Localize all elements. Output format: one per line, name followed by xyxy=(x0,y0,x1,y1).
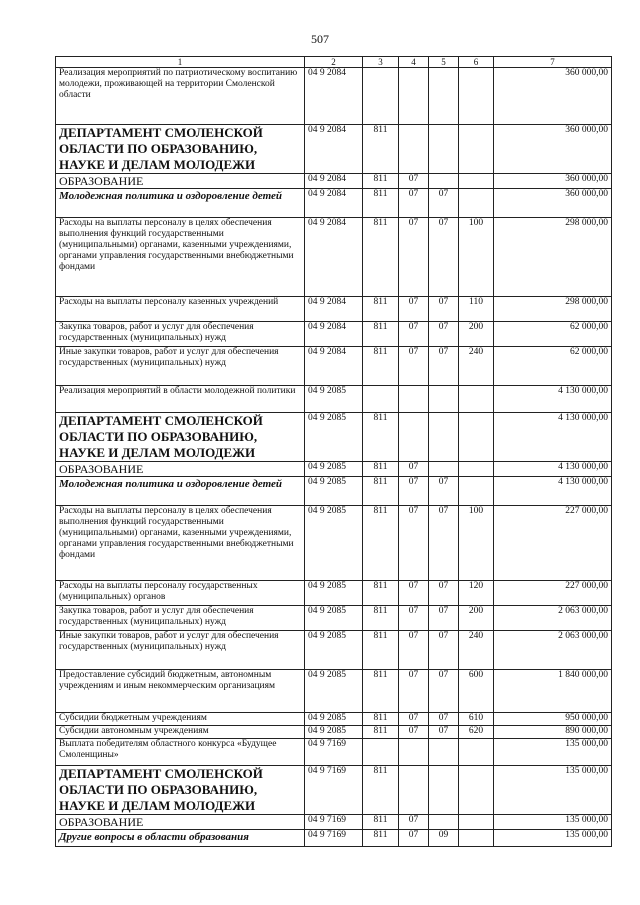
table-row xyxy=(56,506,612,581)
row-name: Другие вопросы в области образования xyxy=(56,830,305,847)
table-row xyxy=(56,174,612,189)
ministry-code: 811 xyxy=(363,413,399,462)
target-article-code: 04 9 2084 xyxy=(305,322,363,347)
amount: 4 130 000,00 xyxy=(494,413,612,462)
table-row xyxy=(56,218,612,297)
expense-type-code xyxy=(459,413,494,462)
target-article-code: 04 9 2084 xyxy=(305,189,363,218)
amount: 950 000,00 xyxy=(494,713,612,726)
subsection-code: 07 xyxy=(429,713,459,726)
amount: 2 063 000,00 xyxy=(494,631,612,670)
amount: 62 000,00 xyxy=(494,322,612,347)
subsection-code xyxy=(429,413,459,462)
table-row xyxy=(56,830,612,847)
expense-type-code xyxy=(459,189,494,218)
subsection-code xyxy=(429,739,459,766)
expense-type-code: 240 xyxy=(459,631,494,670)
section-code: 07 xyxy=(399,726,429,739)
row-name: Предоставление субсидий бюджетным, автономным учреждениям и иным некоммерческим организациям xyxy=(56,670,305,713)
row-name: Реализация мероприятий по патриотическому воспитанию молодежи, проживающей на территории Смоленской области xyxy=(56,68,305,125)
subsection-code: 07 xyxy=(429,218,459,297)
target-article-code: 04 9 2084 xyxy=(305,218,363,297)
target-article-code: 04 9 2084 xyxy=(305,68,363,125)
header-cell: 4 xyxy=(399,57,429,68)
amount: 298 000,00 xyxy=(494,218,612,297)
subsection-code: 07 xyxy=(429,322,459,347)
expense-type-code: 610 xyxy=(459,713,494,726)
ministry-code: 811 xyxy=(363,581,399,606)
amount: 135 000,00 xyxy=(494,766,612,815)
row-name: Расходы на выплаты персоналу государственных (муниципальных) органов xyxy=(56,581,305,606)
table-row xyxy=(56,125,612,174)
header-cell: 6 xyxy=(459,57,494,68)
expense-type-code xyxy=(459,462,494,477)
target-article-code: 04 9 2085 xyxy=(305,726,363,739)
section-code: 07 xyxy=(399,297,429,322)
expense-type-code: 620 xyxy=(459,726,494,739)
subsection-code: 07 xyxy=(429,581,459,606)
amount: 135 000,00 xyxy=(494,739,612,766)
row-name: Субсидии автономным учреждениям xyxy=(56,726,305,739)
section-code xyxy=(399,413,429,462)
row-name: ДЕПАРТАМЕНТ СМОЛЕНСКОЙ ОБЛАСТИ ПО ОБРАЗОВАНИЮ, НАУКЕ И ДЕЛАМ МОЛОДЕЖИ xyxy=(56,766,305,815)
expense-type-code: 110 xyxy=(459,297,494,322)
row-name: Выплата победителям областного конкурса «Будущее Смоленщины» xyxy=(56,739,305,766)
section-code: 07 xyxy=(399,347,429,386)
subsection-code: 09 xyxy=(429,830,459,847)
table-row xyxy=(56,726,612,739)
row-name: Расходы на выплаты персоналу в целях обеспечения выполнения функций государственными (муниципальными) органами, казенными учреждениями, органами управления государственными внебюджетными фондами xyxy=(56,506,305,581)
header-cell: 3 xyxy=(363,57,399,68)
target-article-code: 04 9 2084 xyxy=(305,174,363,189)
ministry-code: 811 xyxy=(363,218,399,297)
target-article-code: 04 9 2085 xyxy=(305,477,363,506)
section-code: 07 xyxy=(399,830,429,847)
expense-type-code xyxy=(459,125,494,174)
expense-type-code xyxy=(459,174,494,189)
table-body xyxy=(56,57,612,847)
section-code: 07 xyxy=(399,581,429,606)
subsection-code xyxy=(429,386,459,413)
section-code: 07 xyxy=(399,322,429,347)
table-row xyxy=(56,189,612,218)
target-article-code: 04 9 2085 xyxy=(305,506,363,581)
ministry-code: 811 xyxy=(363,297,399,322)
amount: 298 000,00 xyxy=(494,297,612,322)
subsection-code: 07 xyxy=(429,347,459,386)
subsection-code xyxy=(429,68,459,125)
expense-type-code xyxy=(459,477,494,506)
expense-type-code xyxy=(459,766,494,815)
row-name: Расходы на выплаты персоналу казенных учреждений xyxy=(56,297,305,322)
expense-type-code: 200 xyxy=(459,322,494,347)
table-row xyxy=(56,347,612,386)
section-code xyxy=(399,68,429,125)
section-code: 07 xyxy=(399,670,429,713)
table-row xyxy=(56,477,612,506)
subsection-code xyxy=(429,174,459,189)
ministry-code xyxy=(363,739,399,766)
ministry-code: 811 xyxy=(363,631,399,670)
expense-type-code xyxy=(459,815,494,830)
subsection-code: 07 xyxy=(429,506,459,581)
table-row xyxy=(56,606,612,631)
target-article-code: 04 9 7169 xyxy=(305,830,363,847)
table-row xyxy=(56,581,612,606)
section-code xyxy=(399,766,429,815)
section-code xyxy=(399,739,429,766)
row-name: Закупка товаров, работ и услуг для обеспечения государственных (муниципальных) нужд xyxy=(56,606,305,631)
amount: 890 000,00 xyxy=(494,726,612,739)
ministry-code: 811 xyxy=(363,125,399,174)
amount: 360 000,00 xyxy=(494,68,612,125)
row-name: ДЕПАРТАМЕНТ СМОЛЕНСКОЙ ОБЛАСТИ ПО ОБРАЗОВАНИЮ, НАУКЕ И ДЕЛАМ МОЛОДЕЖИ xyxy=(56,125,305,174)
target-article-code: 04 9 2085 xyxy=(305,713,363,726)
ministry-code: 811 xyxy=(363,670,399,713)
section-code xyxy=(399,386,429,413)
target-article-code: 04 9 7169 xyxy=(305,739,363,766)
target-article-code: 04 9 2085 xyxy=(305,631,363,670)
expense-type-code: 600 xyxy=(459,670,494,713)
row-name: ОБРАЗОВАНИЕ xyxy=(56,815,305,830)
subsection-code: 07 xyxy=(429,726,459,739)
target-article-code: 04 9 2084 xyxy=(305,125,363,174)
subsection-code xyxy=(429,462,459,477)
section-code: 07 xyxy=(399,462,429,477)
amount: 360 000,00 xyxy=(494,174,612,189)
amount: 4 130 000,00 xyxy=(494,386,612,413)
section-code: 07 xyxy=(399,218,429,297)
target-article-code: 04 9 2085 xyxy=(305,413,363,462)
table-row xyxy=(56,670,612,713)
amount: 360 000,00 xyxy=(494,125,612,174)
subsection-code xyxy=(429,766,459,815)
ministry-code: 811 xyxy=(363,477,399,506)
subsection-code: 07 xyxy=(429,477,459,506)
amount: 2 063 000,00 xyxy=(494,606,612,631)
table-row xyxy=(56,713,612,726)
row-name: Реализация мероприятий в области молодежной политики xyxy=(56,386,305,413)
subsection-code xyxy=(429,815,459,830)
table-row xyxy=(56,631,612,670)
row-name: Субсидии бюджетным учреждениям xyxy=(56,713,305,726)
row-name: Иные закупки товаров, работ и услуг для обеспечения государственных (муниципальных) нужд xyxy=(56,631,305,670)
table-row xyxy=(56,739,612,766)
subsection-code: 07 xyxy=(429,297,459,322)
ministry-code xyxy=(363,386,399,413)
amount: 1 840 000,00 xyxy=(494,670,612,713)
amount: 135 000,00 xyxy=(494,815,612,830)
ministry-code: 811 xyxy=(363,815,399,830)
table-row xyxy=(56,297,612,322)
page-number: 507 xyxy=(311,32,329,46)
table-row xyxy=(56,815,612,830)
expense-type-code: 100 xyxy=(459,218,494,297)
target-article-code: 04 9 7169 xyxy=(305,766,363,815)
row-name: Иные закупки товаров, работ и услуг для обеспечения государственных (муниципальных) нужд xyxy=(56,347,305,386)
amount: 360 000,00 xyxy=(494,189,612,218)
ministry-code: 811 xyxy=(363,726,399,739)
row-name: ОБРАЗОВАНИЕ xyxy=(56,174,305,189)
target-article-code: 04 9 2085 xyxy=(305,462,363,477)
header-cell: 2 xyxy=(305,57,363,68)
table-row xyxy=(56,766,612,815)
subsection-code: 07 xyxy=(429,670,459,713)
table-row xyxy=(56,413,612,462)
section-code: 07 xyxy=(399,606,429,631)
ministry-code xyxy=(363,68,399,125)
subsection-code: 07 xyxy=(429,189,459,218)
row-name: Закупка товаров, работ и услуг для обеспечения государственных (муниципальных) нужд xyxy=(56,322,305,347)
target-article-code: 04 9 2085 xyxy=(305,606,363,631)
ministry-code: 811 xyxy=(363,606,399,631)
target-article-code: 04 9 2085 xyxy=(305,670,363,713)
ministry-code: 811 xyxy=(363,462,399,477)
row-name: ОБРАЗОВАНИЕ xyxy=(56,462,305,477)
subsection-code xyxy=(429,125,459,174)
section-code: 07 xyxy=(399,506,429,581)
section-code: 07 xyxy=(399,477,429,506)
expense-type-code: 120 xyxy=(459,581,494,606)
row-name: ДЕПАРТАМЕНТ СМОЛЕНСКОЙ ОБЛАСТИ ПО ОБРАЗОВАНИЮ, НАУКЕ И ДЕЛАМ МОЛОДЕЖИ xyxy=(56,413,305,462)
ministry-code: 811 xyxy=(363,713,399,726)
amount: 135 000,00 xyxy=(494,830,612,847)
ministry-code: 811 xyxy=(363,347,399,386)
section-code: 07 xyxy=(399,815,429,830)
subsection-code: 07 xyxy=(429,606,459,631)
expense-type-code xyxy=(459,830,494,847)
ministry-code: 811 xyxy=(363,322,399,347)
target-article-code: 04 9 2085 xyxy=(305,581,363,606)
table-row xyxy=(56,322,612,347)
header-cell: 5 xyxy=(429,57,459,68)
section-code: 07 xyxy=(399,174,429,189)
ministry-code: 811 xyxy=(363,189,399,218)
expense-type-code xyxy=(459,739,494,766)
ministry-code: 811 xyxy=(363,506,399,581)
ministry-code: 811 xyxy=(363,766,399,815)
expense-type-code: 240 xyxy=(459,347,494,386)
ministry-code: 811 xyxy=(363,174,399,189)
target-article-code: 04 9 2084 xyxy=(305,297,363,322)
table-row xyxy=(56,68,612,125)
amount: 227 000,00 xyxy=(494,581,612,606)
subsection-code: 07 xyxy=(429,631,459,670)
header-cell: 7 xyxy=(494,57,612,68)
amount: 4 130 000,00 xyxy=(494,462,612,477)
row-name: Молодежная политика и оздоровление детей xyxy=(56,189,305,218)
target-article-code: 04 9 2085 xyxy=(305,386,363,413)
target-article-code: 04 9 2084 xyxy=(305,347,363,386)
amount: 227 000,00 xyxy=(494,506,612,581)
expense-type-code xyxy=(459,386,494,413)
table-row xyxy=(56,386,612,413)
ministry-code: 811 xyxy=(363,830,399,847)
section-code: 07 xyxy=(399,631,429,670)
section-code: 07 xyxy=(399,189,429,218)
section-code xyxy=(399,125,429,174)
expense-type-code: 200 xyxy=(459,606,494,631)
table-header-row xyxy=(56,57,612,68)
table-row xyxy=(56,462,612,477)
expense-type-code: 100 xyxy=(459,506,494,581)
row-name: Расходы на выплаты персоналу в целях обеспечения выполнения функций государственными (муниципальными) органами, казенными учреждениями, органами управления государственными внебюджетными фондами xyxy=(56,218,305,297)
header-cell: 1 xyxy=(56,57,305,68)
expense-type-code xyxy=(459,68,494,125)
section-code: 07 xyxy=(399,713,429,726)
row-name: Молодежная политика и оздоровление детей xyxy=(56,477,305,506)
amount: 62 000,00 xyxy=(494,347,612,386)
target-article-code: 04 9 7169 xyxy=(305,815,363,830)
budget-table xyxy=(55,56,612,847)
amount: 4 130 000,00 xyxy=(494,477,612,506)
